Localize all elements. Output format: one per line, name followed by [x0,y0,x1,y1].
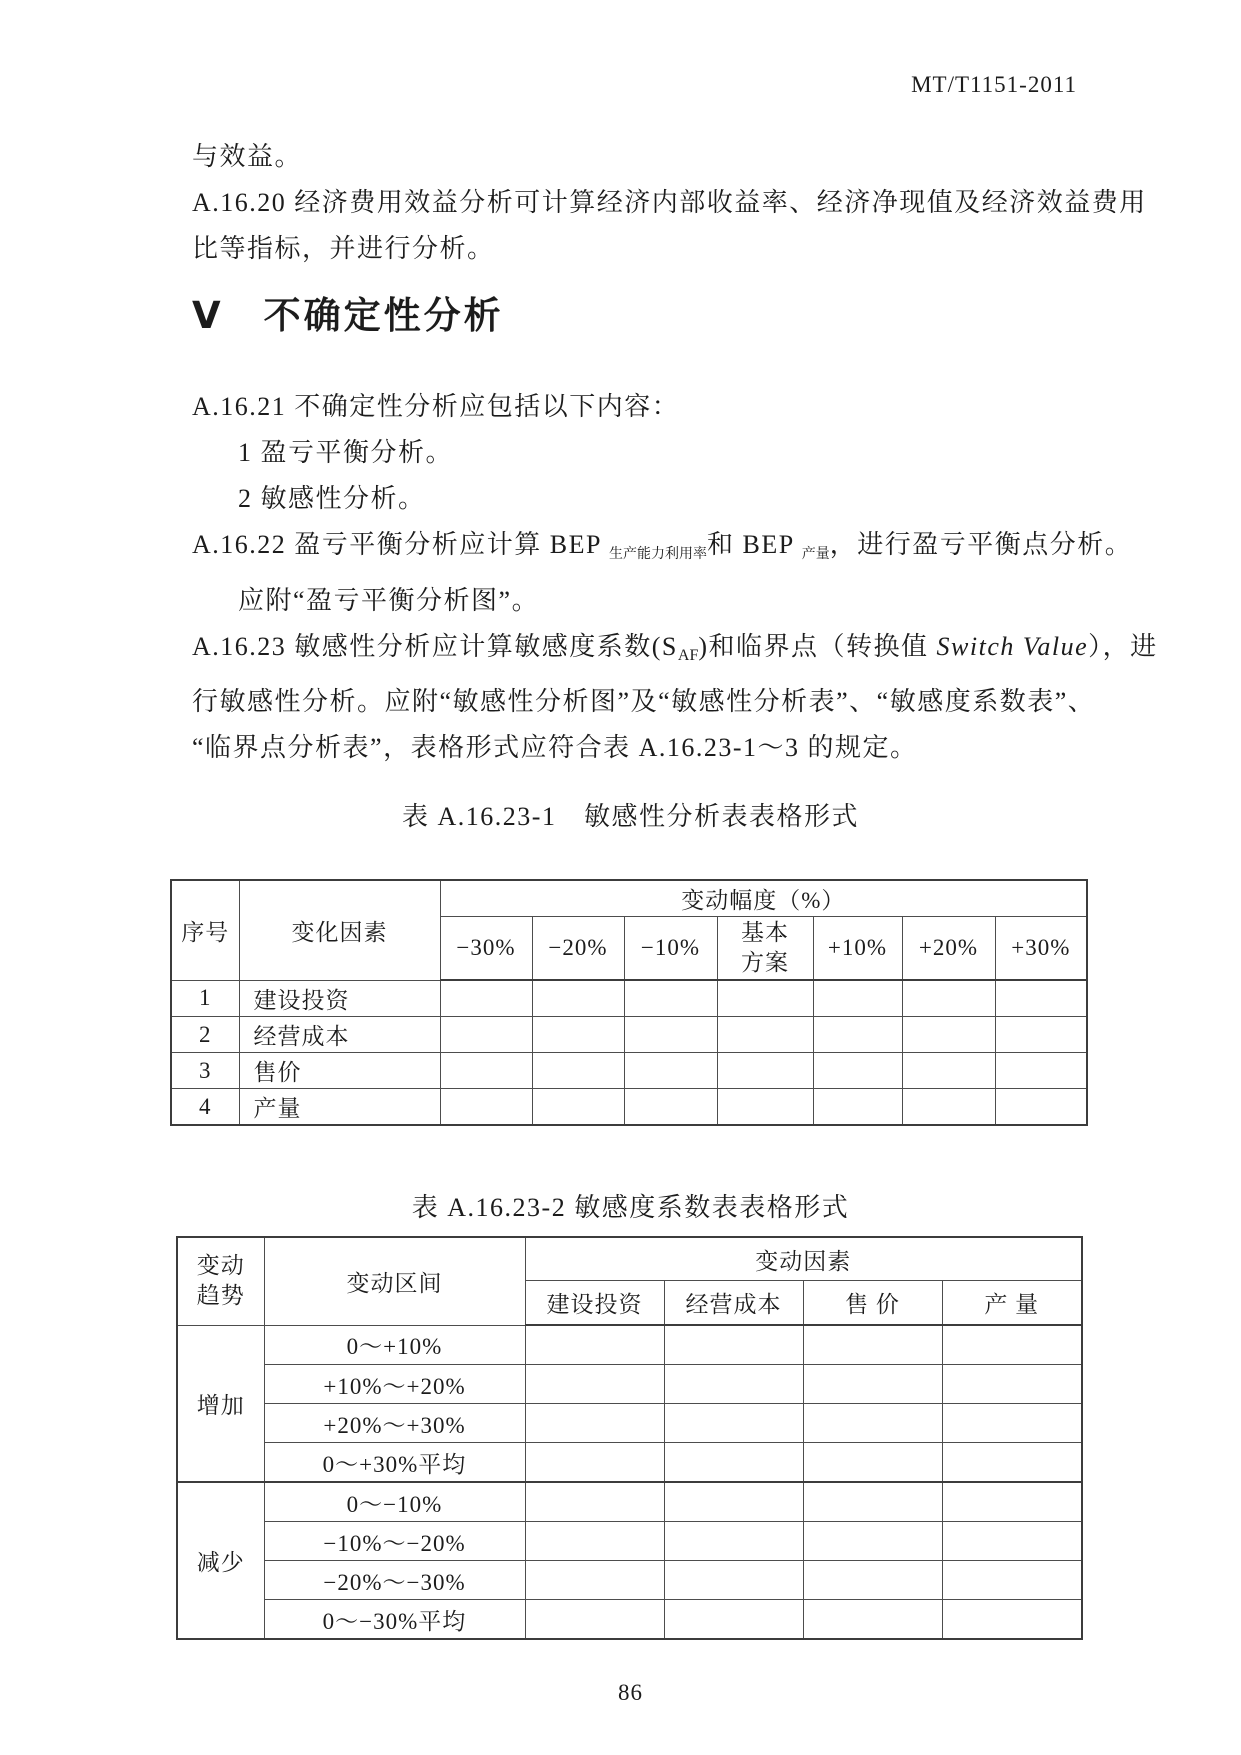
paragraph-a1622-line2: 应附“盈亏平衡分析图”。 [238,586,540,615]
bep-subscript-capacity: 生产能力利用率 [609,547,707,562]
variation-range-group-header: 变动幅度（%） [440,880,1087,917]
empty-cell [525,1482,664,1522]
empty-cell [803,1365,942,1404]
a1623-mid: )和临界点（转换值 [698,632,937,661]
column-header-minus30: −30% [440,917,532,981]
interval-cell: 0～−10% [264,1482,525,1522]
column-header-plus20: +20% [902,917,995,981]
empty-cell [664,1325,803,1365]
empty-cell [525,1325,664,1365]
interval-cell: 0～−30%平均 [264,1600,525,1640]
empty-cell [664,1600,803,1640]
empty-cell [664,1404,803,1443]
column-header-plus10: +10% [813,917,902,981]
empty-cell [942,1325,1082,1365]
page-number: 86 [618,1680,643,1705]
empty-cell [525,1561,664,1600]
table-row [177,1443,1082,1483]
sensitivity-coefficient-table [176,1236,1083,1640]
empty-cell [717,1017,813,1053]
interval-cell: +20%～+30% [264,1404,525,1443]
empty-cell [440,1053,532,1089]
empty-cell [532,980,624,1017]
empty-cell [942,1600,1082,1640]
empty-cell [803,1325,942,1365]
table-row [177,1600,1082,1640]
column-header-minus20: −20% [532,917,624,981]
interval-cell: 0～+30%平均 [264,1443,525,1483]
empty-cell [532,1089,624,1126]
paragraph-a1620-line1: A.16.20 经济费用效益分析可计算经济内部收益率、经济净现值及经济效益费用 [192,188,1147,217]
trend-column-header: 变动趋势 [177,1237,264,1325]
seq-cell: 3 [171,1053,239,1089]
empty-cell [803,1443,942,1483]
paragraph-a1623-line1 [192,624,1158,679]
empty-cell [440,980,532,1017]
section-heading: Ⅴ 不确定性分析 [192,295,504,336]
empty-cell [440,1089,532,1126]
empty-cell [664,1561,803,1600]
empty-cell [813,1053,902,1089]
table2-caption: 表 A.16.23-2 敏感度系数表表格形式 [411,1193,850,1222]
empty-cell [664,1443,803,1483]
empty-cell [624,1017,717,1053]
empty-cell [717,980,813,1017]
empty-cell [525,1600,664,1640]
trend-cell-increase: 增加 [177,1325,264,1482]
table-row [171,880,1087,917]
factor-cell: 产量 [239,1089,440,1126]
paragraph-a1623-line2: 行敏感性分析。应附“敏感性分析图”及“敏感性分析表”、“敏感度系数表”、 [192,687,1096,716]
column-header-output: 产 量 [942,1281,1082,1326]
table-row [171,1053,1087,1089]
table-row [171,980,1087,1017]
factor-column-header: 变化因素 [239,880,440,980]
empty-cell [525,1404,664,1443]
saf-subscript: AF [677,647,699,664]
interval-cell: 0～+10% [264,1325,525,1365]
empty-cell [664,1482,803,1522]
seq-cell: 2 [171,1017,239,1053]
column-header-base-case: 基本方案 [717,917,813,981]
table-row [177,1482,1082,1522]
empty-cell [803,1600,942,1640]
variation-factor-group-header: 变动因素 [525,1237,1082,1281]
empty-cell [525,1443,664,1483]
factor-cell: 建设投资 [239,980,440,1017]
seq-cell: 4 [171,1089,239,1126]
table-row [177,1522,1082,1561]
interval-column-header: 变动区间 [264,1237,525,1325]
table-row [171,1089,1087,1126]
empty-cell [942,1522,1082,1561]
empty-cell [995,1089,1087,1126]
empty-cell [532,1053,624,1089]
empty-cell [902,1053,995,1089]
empty-cell [813,1089,902,1126]
empty-cell [717,1053,813,1089]
interval-cell: −10%～−20% [264,1522,525,1561]
table-row [177,1325,1082,1365]
list-item-1: 1 盈亏平衡分析。 [238,438,454,467]
paragraph-a1621: A.16.21 不确定性分析应包括以下内容： [192,392,680,421]
empty-cell [532,1017,624,1053]
empty-cell [902,1017,995,1053]
empty-cell [624,1089,717,1126]
empty-cell [664,1365,803,1404]
seq-column-header: 序号 [171,880,239,980]
a1622-suffix: ，进行盈亏平衡点分析。 [829,530,1133,559]
table-row [177,1365,1082,1404]
table1-caption: 表 A.16.23-1 敏感性分析表表格形式 [402,802,859,831]
table-row [177,1404,1082,1443]
trend-cell-decrease: 减少 [177,1482,264,1639]
empty-cell [995,980,1087,1017]
empty-cell [813,980,902,1017]
paragraph-a1620-line2: 比等指标，并进行分析。 [192,234,495,263]
empty-cell [803,1482,942,1522]
factor-cell: 售价 [239,1053,440,1089]
seq-cell: 1 [171,980,239,1017]
empty-cell [624,980,717,1017]
empty-cell [440,1017,532,1053]
paragraph-a1623-line3: “临界点分析表”，表格形式应符合表 A.16.23-1～3 的规定。 [192,733,918,762]
empty-cell [813,1017,902,1053]
factor-cell: 经营成本 [239,1017,440,1053]
list-item-2: 2 敏感性分析。 [238,484,426,513]
empty-cell [995,1053,1087,1089]
standard-number-header: MT/T1151-2011 [911,72,1077,97]
empty-cell [942,1482,1082,1522]
empty-cell [803,1522,942,1561]
table-row [171,1017,1087,1053]
empty-cell [995,1017,1087,1053]
a1622-prefix: A.16.22 盈亏平衡分析应计算 BEP [192,530,609,559]
table-row [177,1237,1082,1281]
column-header-selling-price: 售 价 [803,1281,942,1326]
empty-cell [942,1404,1082,1443]
column-header-construction-investment: 建设投资 [525,1281,664,1326]
empty-cell [525,1365,664,1404]
empty-cell [942,1561,1082,1600]
interval-cell: −20%～−30% [264,1561,525,1600]
empty-cell [525,1522,664,1561]
interval-cell: +10%～+20% [264,1365,525,1404]
sensitivity-analysis-table [170,879,1088,1126]
a1623-prefix: A.16.23 敏感性分析应计算敏感度系数(S [192,632,678,661]
paragraph-carryover: 与效益。 [192,142,303,171]
column-header-minus10: −10% [624,917,717,981]
empty-cell [942,1443,1082,1483]
bep-subscript-output: 产量 [801,547,830,562]
empty-cell [902,980,995,1017]
switch-value-term: Switch Value [936,632,1089,661]
empty-cell [717,1089,813,1126]
column-header-plus30: +30% [995,917,1087,981]
empty-cell [624,1053,717,1089]
empty-cell [942,1365,1082,1404]
table-row [177,1561,1082,1600]
column-header-operating-cost: 经营成本 [664,1281,803,1326]
empty-cell [902,1089,995,1126]
a1623-suffix: ），进 [1088,632,1158,661]
a1622-mid: 和 BEP [707,530,802,559]
empty-cell [664,1522,803,1561]
empty-cell [803,1561,942,1600]
empty-cell [803,1404,942,1443]
paragraph-a1622-line1 [192,522,1133,578]
